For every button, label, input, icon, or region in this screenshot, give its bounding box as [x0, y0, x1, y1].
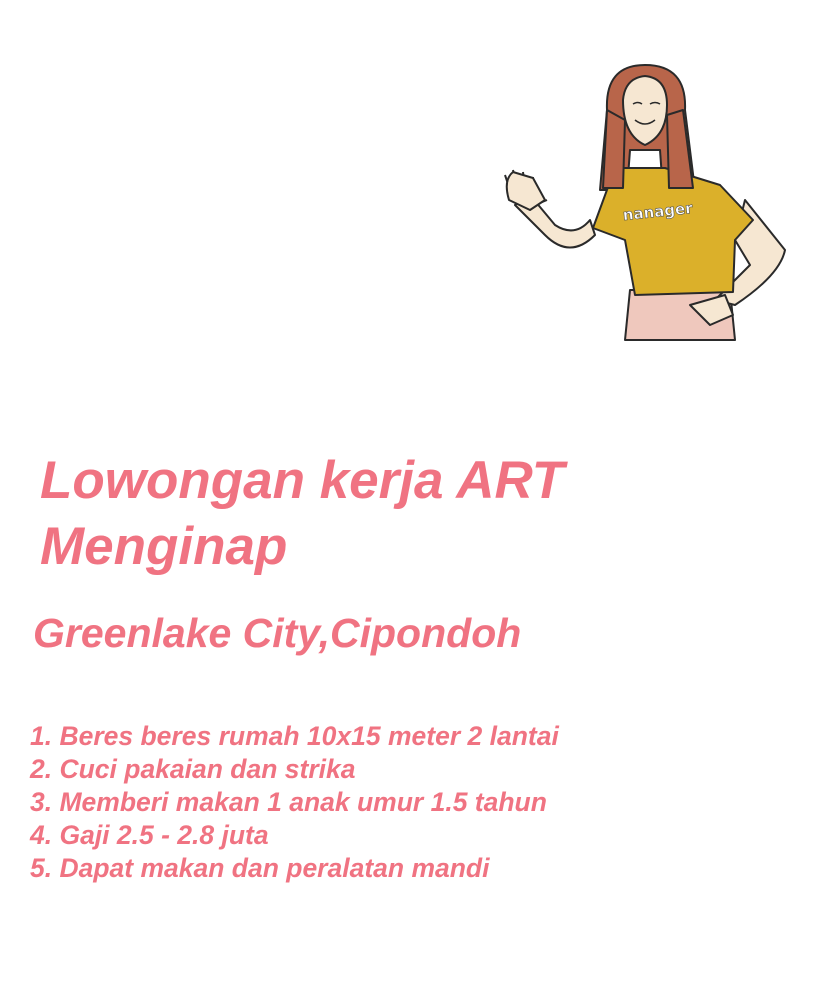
- requirements-list: [30, 720, 559, 885]
- heading-line-2: Menginap: [40, 517, 288, 576]
- woman-waving-illustration: [495, 60, 790, 345]
- heading-line-1: Lowongan kerja ART: [40, 451, 565, 510]
- list-item: 4. Gaji 2.5 - 2.8 juta: [30, 820, 269, 850]
- list-item: 5. Dapat makan dan peralatan mandi: [30, 853, 490, 883]
- list-item: 3. Memberi makan 1 anak umur 1.5 tahun: [30, 787, 547, 817]
- location-text: Greenlake City,Cipondoh: [33, 610, 522, 656]
- list-item: 1. Beres beres rumah 10x15 meter 2 lantai: [30, 721, 559, 751]
- list-item: 2. Cuci pakaian dan strika: [30, 754, 356, 784]
- shirt-text: nanager: [621, 199, 694, 225]
